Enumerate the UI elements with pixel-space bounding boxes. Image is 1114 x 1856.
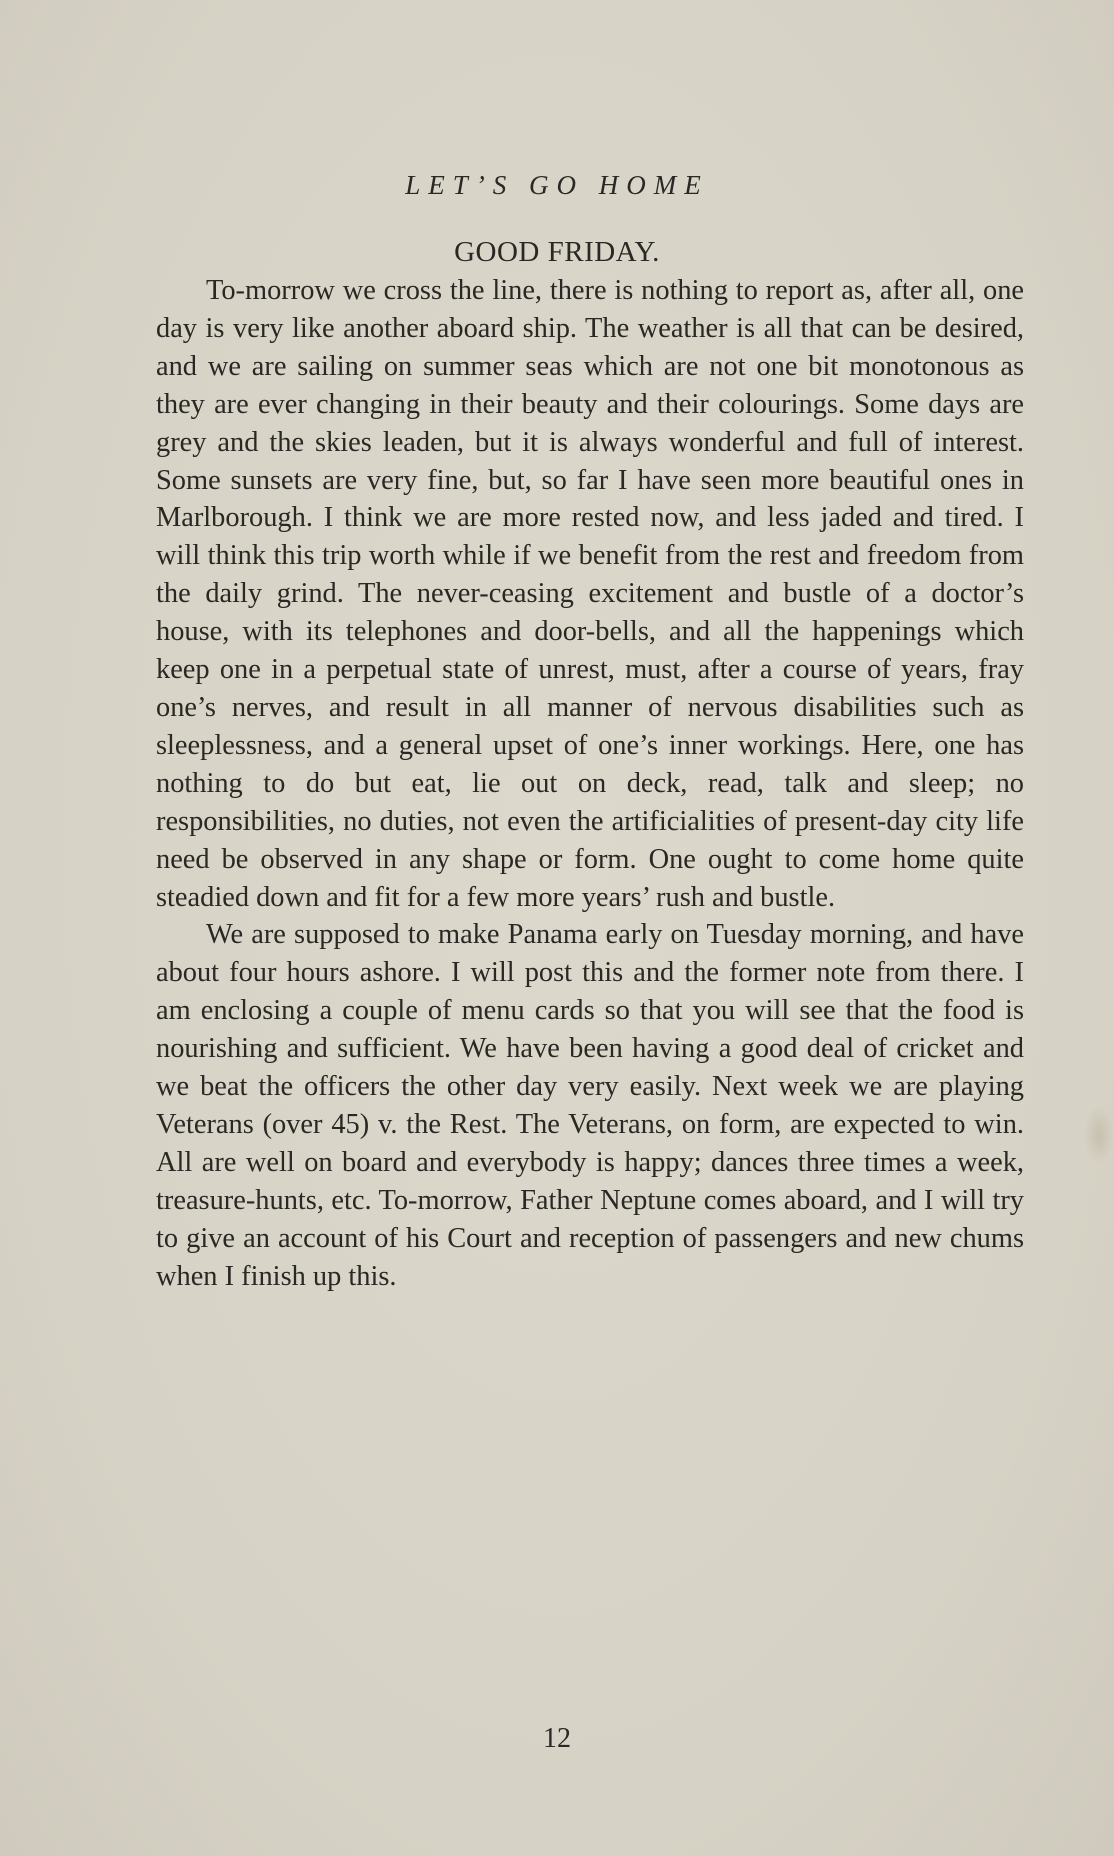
running-head: LET’S GO HOME — [405, 170, 709, 200]
paragraph: We are supposed to make Panama early on Tuesday morning, and have about four hours ashore. I will post this and the former note from there. I am enclosing a couple of menu cards so that you will see that the food is nourishing and sufficient. We have been having a good deal of cricket and we beat the officers the other day very easily. Next week we are playing Veterans (over 45) v. the Rest. The Veterans, on form, are expected to win. All are well on board and everybody is happy; dances three times a week, treasure-hunts, etc. To-morrow, Father Neptune comes aboard, and I will try to give an account of his Court and reception of passengers and new chums when I finish up this. — [156, 919, 1024, 1292]
paragraph: To-morrow we cross the line, there is nothing to report as, after all, one day is very like another aboard ship. The weather is all that can be desired, and we are sailing on summer seas which are not one bit monotonous as they are ever changing in their beauty and their colourings. Some days are grey and the skies leaden, but it is always wonderful and full of interest. Some sunsets are very fine, but, so far I have seen more beautiful ones in Marlborough. I think we are more rested now, and less jaded and tired. I will think this trip worth while if we benefit from the rest and freedom from the daily grind. The never-ceasing excitement and bustle of a doctor’s house, with its telephones and door-bells, and all the happenings which keep one in a perpetual state of unrest, must, after a course of years, fray one’s nerves, and result in all manner of nervous disabilities such as sleeplessness, and a general upset of one’s inner workings. Here, one has nothing to do but eat, lie out on deck, read, talk and sleep; no responsibilities, no duties, not even the artificialities of present-day city life need be observed in any shape or form. One ought to come home quite steadied down and fit for a few more years’ rush and bustle. — [156, 275, 1024, 913]
paper-stain — [1084, 1105, 1114, 1165]
section-title: GOOD FRIDAY. — [454, 236, 660, 268]
page-number: 12 — [543, 1723, 571, 1754]
body-text — [156, 272, 1024, 1295]
